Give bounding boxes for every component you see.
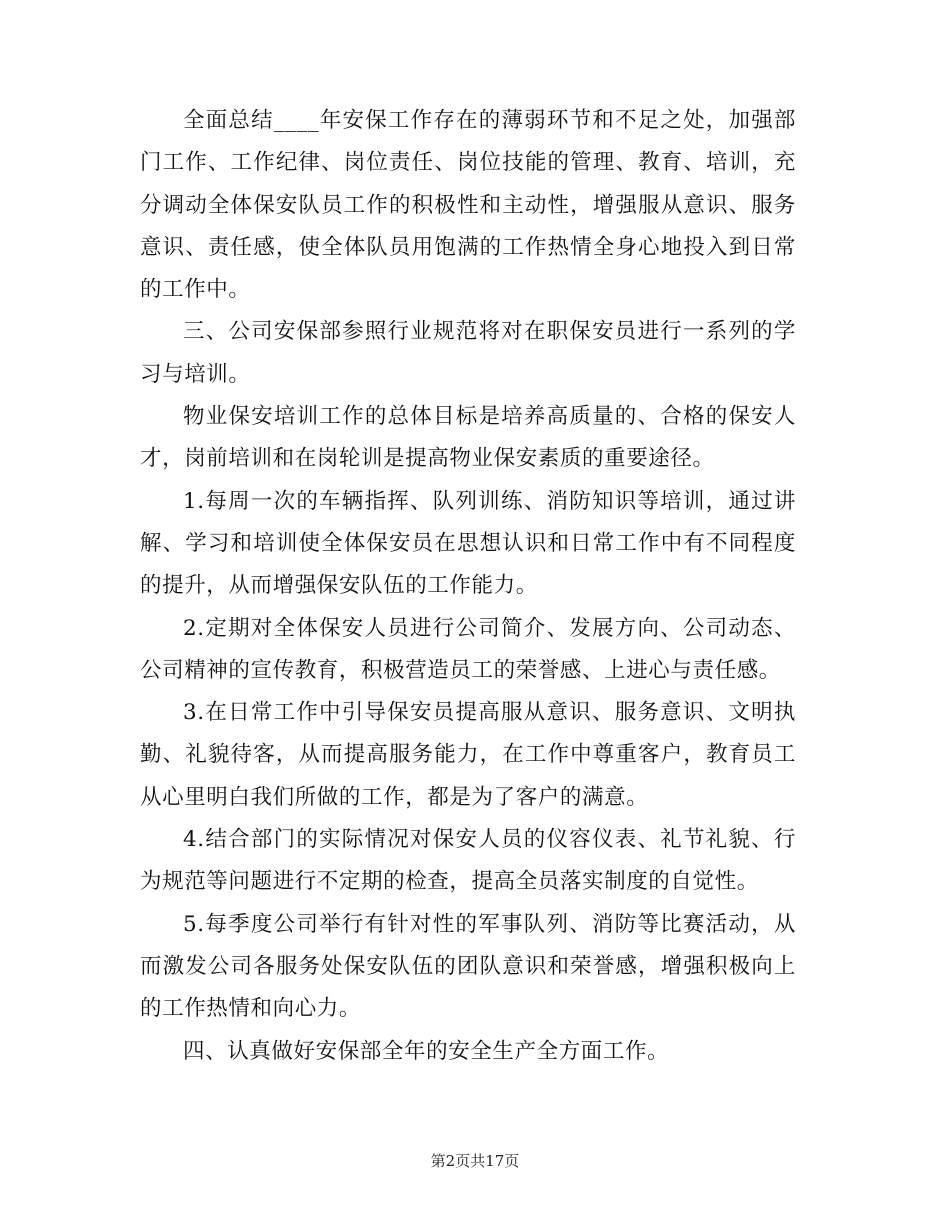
paragraph-item-1: 1.每周一次的车辆指挥、队列训练、消防知识等培训，通过讲解、学习和培训使全体保安员在思想认识和日常工作中有不同程度的提升，从而增强保安队伍的工作能力。 xyxy=(140,488,796,599)
paragraph-item-2: 2.定期对全体保安人员进行公司简介、发展方向、公司动态、公司精神的宣传教育，积极营造员工的荣誉感、上进心与责任感。 xyxy=(140,615,796,683)
page-number-footer: 第2页共17页 xyxy=(430,1152,520,1170)
paragraph-item-4: 4.结合部门的实际情况对保安人员的仪容仪表、礼节礼貌、行为规范等问题进行不定期的检查，提高全员落实制度的自觉性。 xyxy=(140,827,796,895)
paragraph-training-goal: 物业保安培训工作的总体目标是培养高质量的、合格的保安人才，岗前培训和在岗轮训是提高物业保安素质的重要途径。 xyxy=(140,404,796,472)
paragraph-item-3: 3.在日常工作中引导保安员提高服从意识、服务意识、文明执勤、礼貌待客，从而提高服务能力，在工作中尊重客户，教育员工从心里明白我们所做的工作，都是为了客户的满意。 xyxy=(140,700,796,810)
paragraph-summary: 全面总结____年安保工作存在的薄弱环节和不足之处，加强部门工作、工作纪律、岗位责任、岗位技能的管理、教育、培训，充分调动全体保安队员工作的积极性和主动性，增强服从意识、服务意识、责任感，使全体队员用饱满的工作热情全身心地投入到日常的工作中。 xyxy=(140,108,796,303)
paragraph-item-5: 5.每季度公司举行有针对性的军事队列、消防等比赛活动，从而激发公司各服务处保安队伍的团队意识和荣誉感，增强积极向上的工作热情和向心力。 xyxy=(140,911,796,1022)
paragraph-section-three-heading: 三、公司安保部参照行业规范将对在职保安员进行一系列的学习与培训。 xyxy=(140,319,796,387)
paragraph-section-four-heading: 四、认真做好安保部全年的安全生产全方面工作。 xyxy=(183,1038,670,1064)
document-body xyxy=(140,100,796,1073)
